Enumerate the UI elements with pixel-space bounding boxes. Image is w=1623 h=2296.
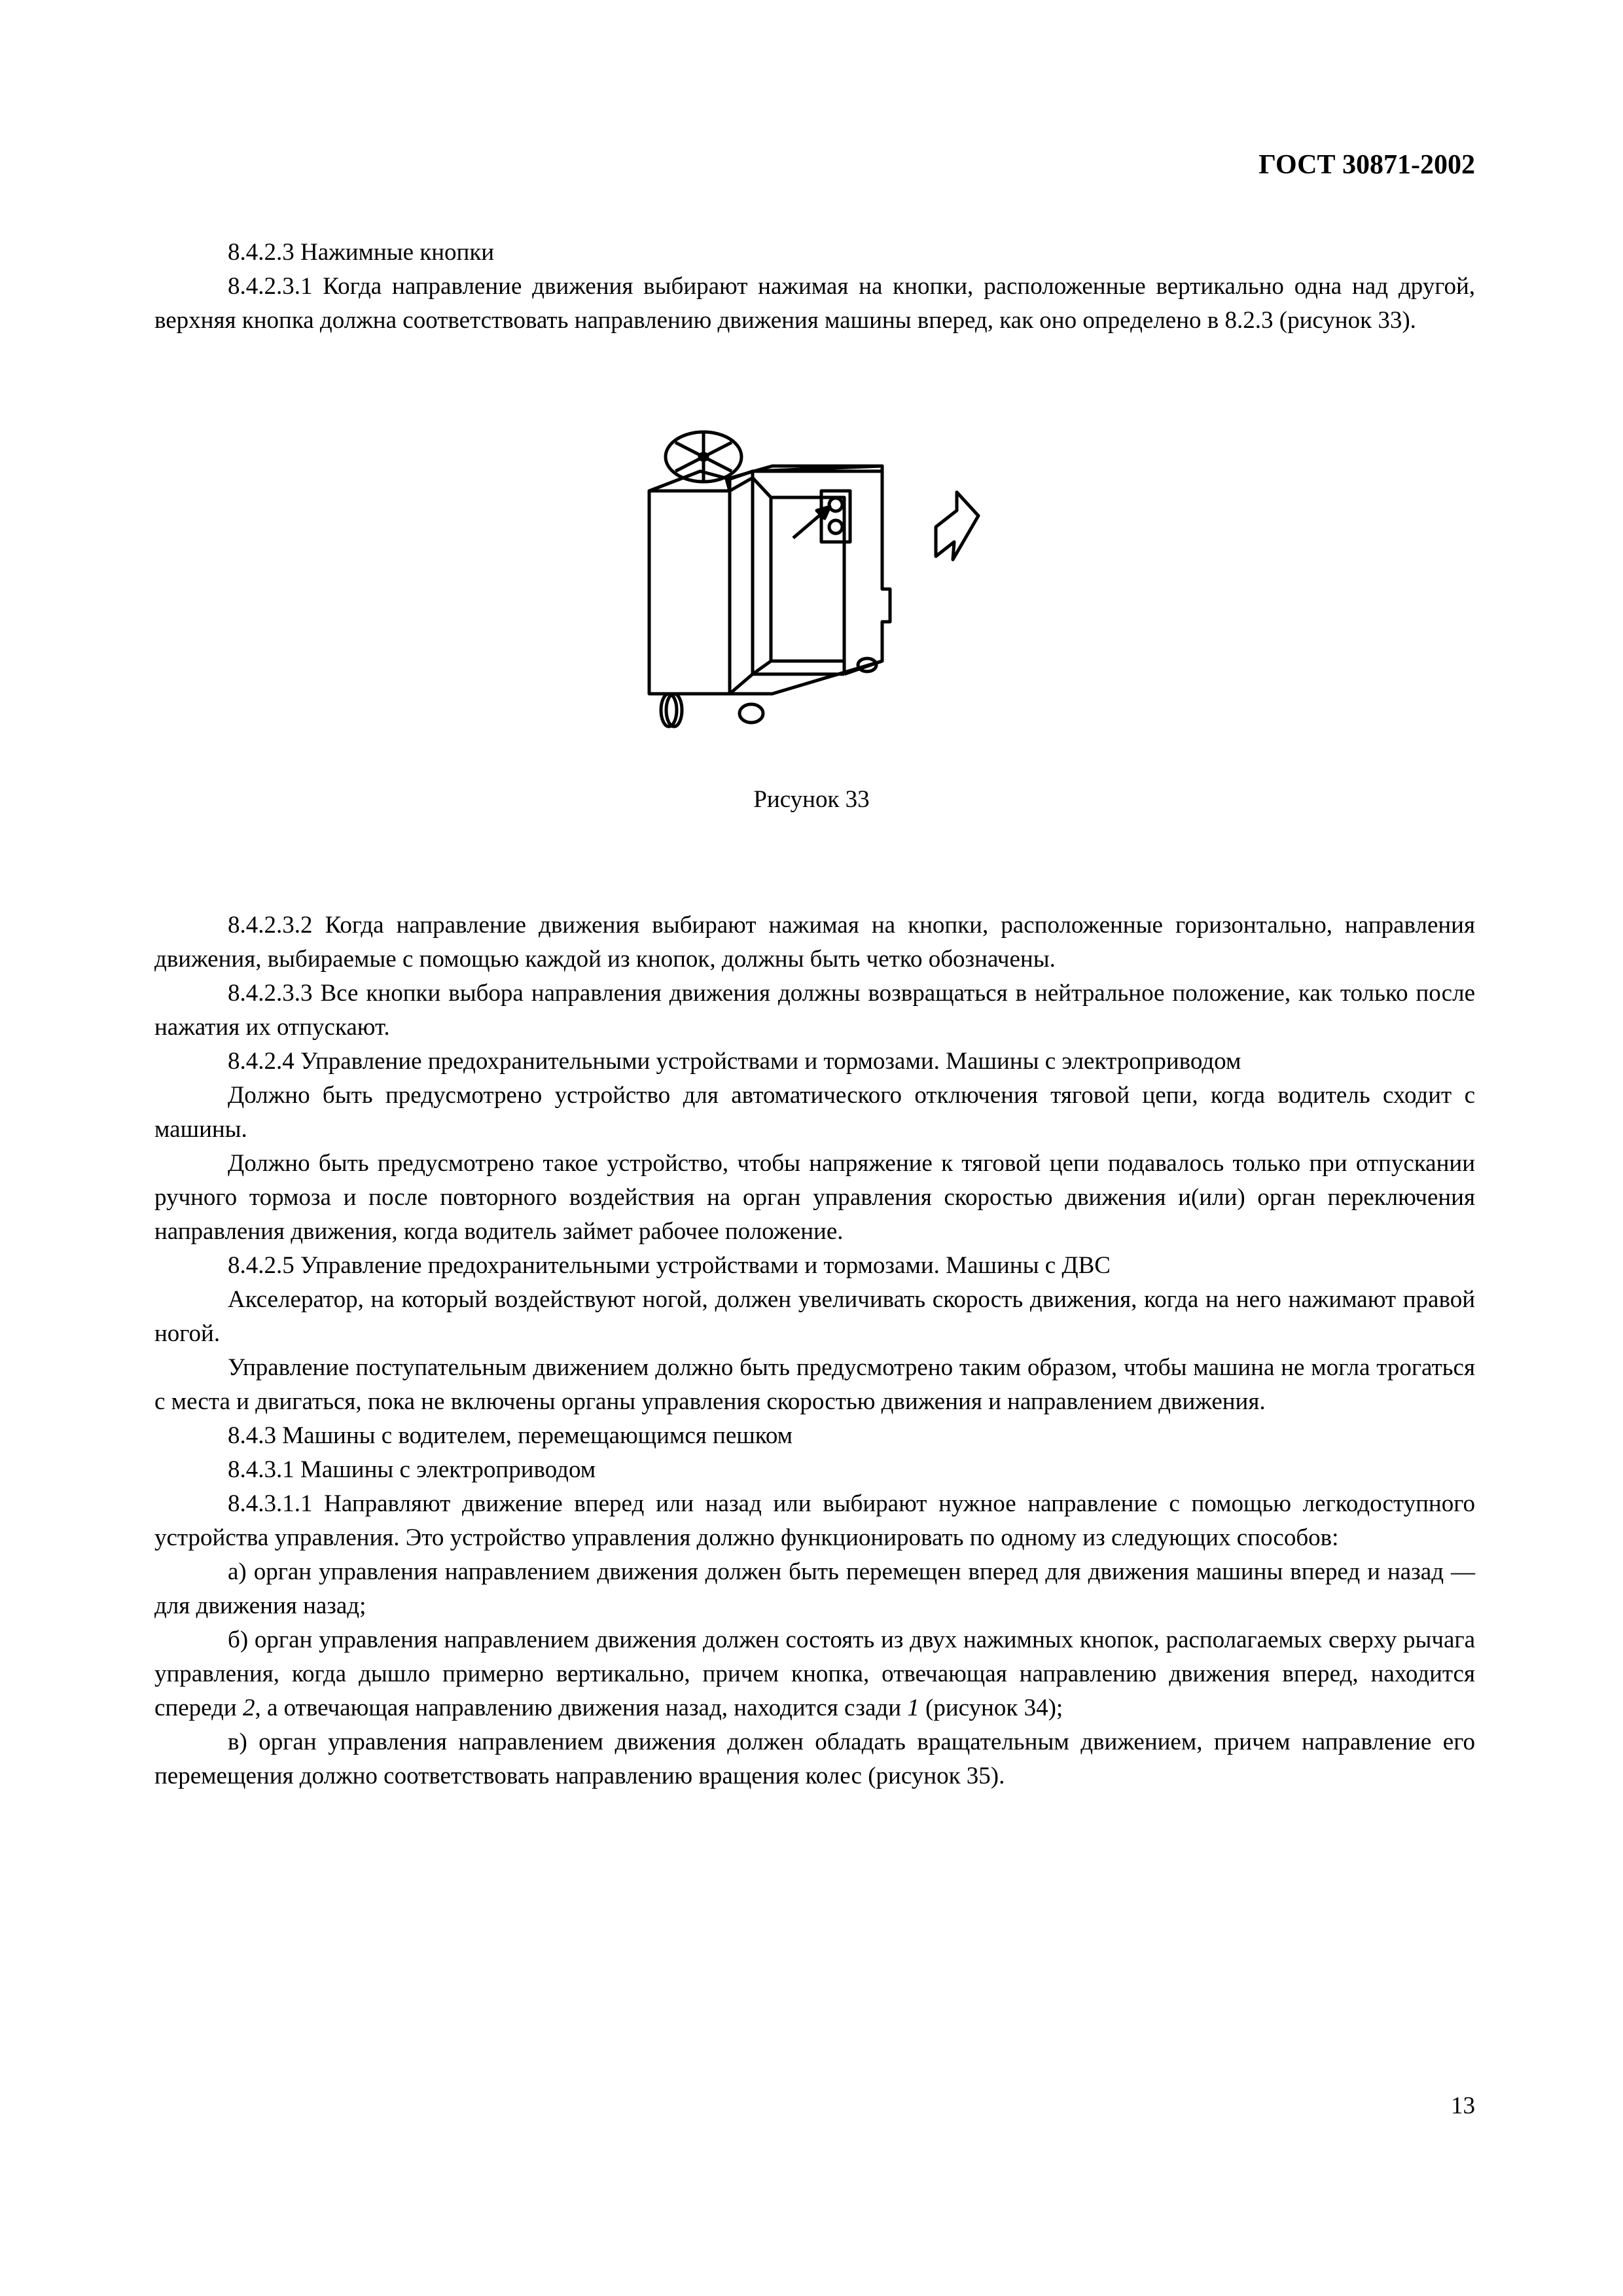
paragraph: 8.4.2.5 Управление предохранительными устройствами и тормозами. Машины с ДВС bbox=[228, 1252, 1111, 1279]
pointer-arrow-icon bbox=[793, 507, 830, 538]
paragraph bbox=[154, 1623, 1475, 1725]
page-number: 13 bbox=[1451, 2092, 1475, 2119]
top-text-block bbox=[154, 236, 1475, 338]
steering-wheel-icon bbox=[666, 432, 741, 482]
figure-33-drawing bbox=[622, 419, 1001, 733]
main-text-block bbox=[154, 908, 1475, 1793]
paragraph: 8.4.3 Машины с водителем, перемещающимся пешком bbox=[228, 1422, 793, 1449]
position-ref-back: 1 bbox=[907, 1695, 919, 1721]
paragraph: 8.4.3.1 Машины с электроприводом bbox=[228, 1456, 596, 1483]
paragraph: а) орган управления направлением движения должен быть перемещен вперед для движения машины вперед и назад — для движения назад; bbox=[154, 1558, 1475, 1619]
paragraph: в) орган управления направлением движения должен обладать вращательным движением, причем направление его перемещения должно соответствовать направлению вращения колес (рисунок 35). bbox=[154, 1729, 1475, 1789]
text-run: (рисунок 34); bbox=[919, 1695, 1063, 1721]
machine-body bbox=[649, 466, 890, 694]
paragraph: 8.4.2.4 Управление предохранительными устройствами и тормозами. Машины с электроприводом bbox=[228, 1048, 1241, 1075]
paragraph: Акселератор, на который воздействуют ногой, должен увеличивать скорость движения, когда на него нажимают правой ногой. bbox=[154, 1286, 1475, 1347]
paragraph: 8.4.2.3 Нажимные кнопки bbox=[228, 239, 495, 266]
paragraph: 8.4.3.1.1 Направляют движение вперед или назад или выбирают нужное направление с помощью легкодоступного устройства управления. Это устройство управления должно функционировать по одному из следующих способов: bbox=[154, 1490, 1475, 1551]
position-ref-front: 2 bbox=[242, 1695, 255, 1721]
paragraph: 8.4.2.3.2 Когда направление движения выбирают нажимая на кнопки, расположенные горизонтально, направления движения, выбираемые с помощью каждой из кнопок, должны быть четко обозначены. bbox=[154, 912, 1475, 973]
text-run: б) орган управления направлением движения должен состоять из двух нажимных кнопок, располагаемых сверху рычага управления, когда дышло примерно вертикально, причем кнопка, отвечающая направлению движения вперед, находится спереди bbox=[154, 1626, 1475, 1721]
paragraph: Должно быть предусмотрено такое устройство, чтобы напряжение к тяговой цепи подавалось только при отпускании ручного тормоза и после повторного воздействия на орган управления скоростью движения и(или) орган переключения направления движения, когда водитель займет рабочее положение. bbox=[154, 1150, 1475, 1245]
paragraph: Управление поступательным движением должно быть предусмотрено таким образом, чтобы машина не могла трогаться с места и двигаться, пока не включены органы управления скоростью движения и направлением движения. bbox=[154, 1354, 1475, 1415]
paragraph: 8.4.2.3.1 Когда направление движения выбирают нажимая на кнопки, расположенные вертикально одна над другой, верхняя кнопка должна соответствовать направлению движения машины вперед, как оно определено в 8.2.3 (рисунок 33). bbox=[154, 273, 1475, 334]
text-run: , а отвечающая направлению движения назад, находится сзади bbox=[255, 1695, 908, 1721]
document-header: ГОСТ 30871-2002 bbox=[1258, 150, 1475, 180]
forward-direction-arrow-icon bbox=[936, 492, 978, 560]
figure-caption: Рисунок 33 bbox=[753, 786, 870, 813]
paragraph: Должно быть предусмотрено устройство для автоматического отключения тяговой цепи, когда водитель сходит с машины. bbox=[154, 1082, 1475, 1143]
paragraph: 8.4.2.3.3 Все кнопки выбора направления движения должны возвращаться в нейтральное положение, как только после нажатия их отпускают. bbox=[154, 980, 1475, 1041]
